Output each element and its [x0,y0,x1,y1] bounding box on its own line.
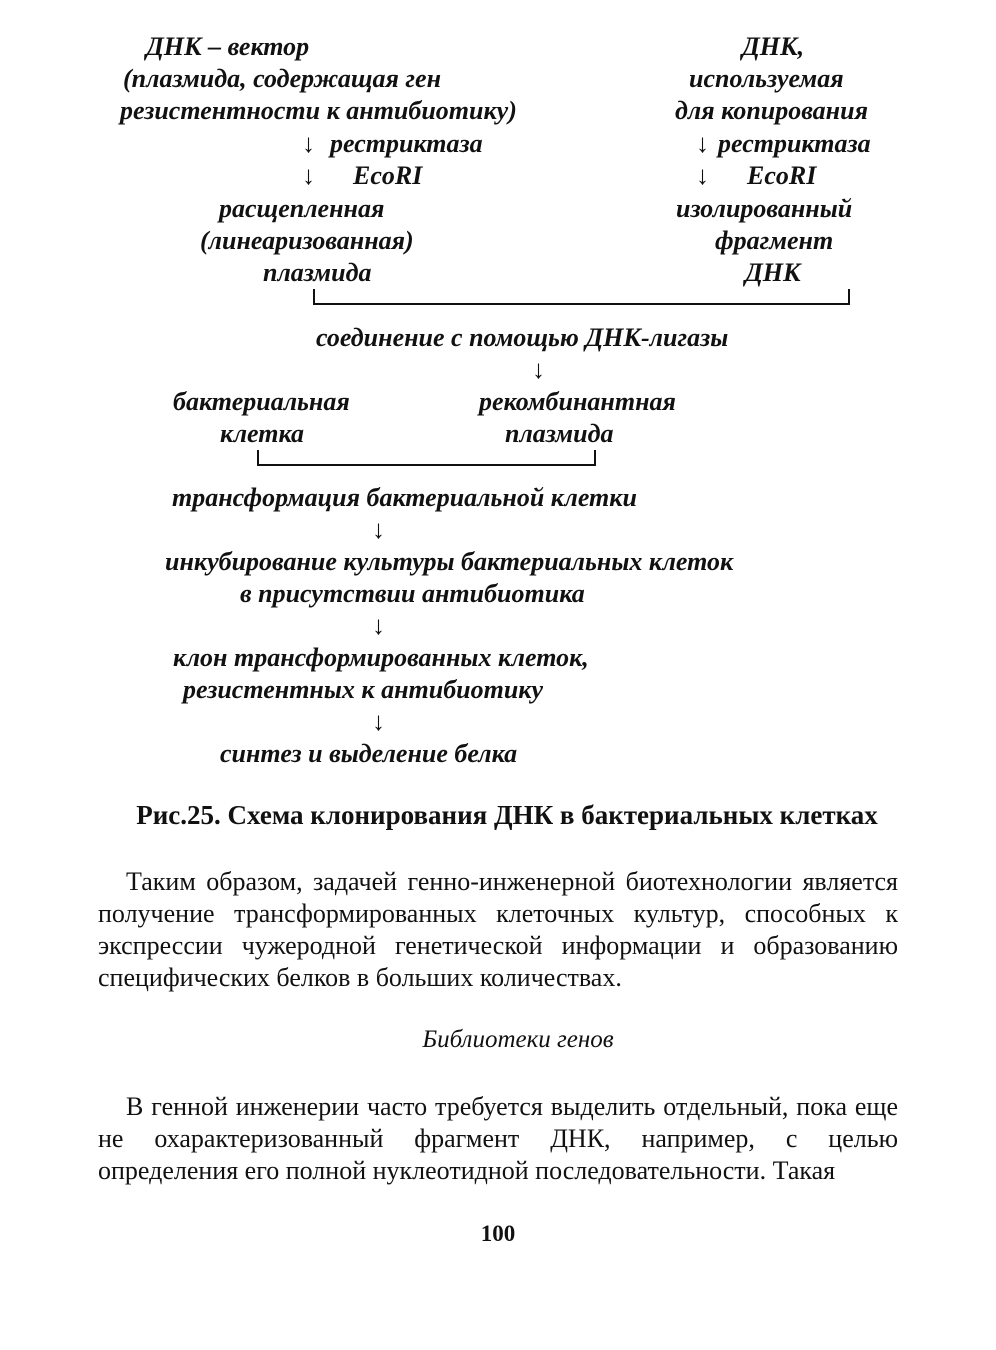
arrow-clone-down: ↓ [372,707,385,736]
right-enzyme-label: рестриктаза [718,129,871,158]
right-enzyme-arrow-1: ↓ [696,129,709,158]
arrow-transformation-down: ↓ [372,515,385,544]
right-source-line1: ДНК, [742,32,805,61]
left-source-line2: (плазмида, содержащая ген [123,64,442,93]
right-source-line2: используемая [689,64,844,93]
incubation-line2: в присутствии антибиотика [240,579,585,608]
left-enzyme-arrow-2: ↓ [302,161,315,190]
left-source-line1: ДНК – вектор [146,32,310,61]
incubation-line1: инкубирование культуры бактериальных клеток [165,547,734,576]
right-product-line3: ДНК [745,258,801,287]
section-subheading: Библиотеки генов [422,1026,614,1053]
transformation-step: трансформация бактериальной клетки [172,483,637,512]
page-number: 100 [480,1221,516,1246]
synthesis-step: синтез и выделение белка [220,739,518,768]
left-product-line3: плазмида [263,258,372,287]
right-enzyme-arrow-2: ↓ [696,161,709,190]
recombinant-plasmid-line2: плазмида [505,419,614,448]
right-source-line3: для копирования [675,96,868,125]
arrow-ligation-down: ↓ [532,355,545,384]
left-enzyme-arrow-1: ↓ [302,129,315,158]
left-enzyme-label: рестриктаза [330,129,483,158]
arrow-incubation-down: ↓ [372,611,385,640]
figure-caption: Рис.25. Схема клонирования ДНК в бактериальных клетках [136,800,878,830]
body-paragraph-2: В генной инженерии часто требуется выделить отдельный, пока еще не охарактеризованный фрагмент ДНК, например, с целью определения его полной нуклеотидной последовательности. Такая [98,1092,898,1185]
body-paragraph-1: Таким образом, задачей генно-инженерной биотехнологии является получение трансформированных клеточных культур, способных к экспрессии чужеродной генетической информации и образованию специфических белков в больших количествах. [98,867,898,992]
right-product-line2: фрагмент [715,226,834,255]
clone-line1: клон трансформированных клеток, [173,643,589,672]
bacterial-cell-line2: клетка [220,419,304,448]
left-product-line2: (линеаризованная) [200,226,414,255]
left-product-line1: расщепленная [219,194,385,223]
left-source-line3: резистентности к антибиотику) [120,96,517,125]
join-bracket-bottom [257,450,596,466]
right-product-line1: изолированный [676,194,853,223]
recombinant-plasmid-line1: рекомбинантная [479,387,676,416]
join-bracket-top [313,289,850,305]
clone-line2: резистентных к антибиотику [183,675,544,704]
right-enzyme-name: EcoRI [747,161,817,190]
ligation-step: соединение с помощью ДНК-лигазы [316,323,729,352]
left-enzyme-name: EcoRI [353,161,423,190]
bacterial-cell-line1: бактериальная [173,387,350,416]
